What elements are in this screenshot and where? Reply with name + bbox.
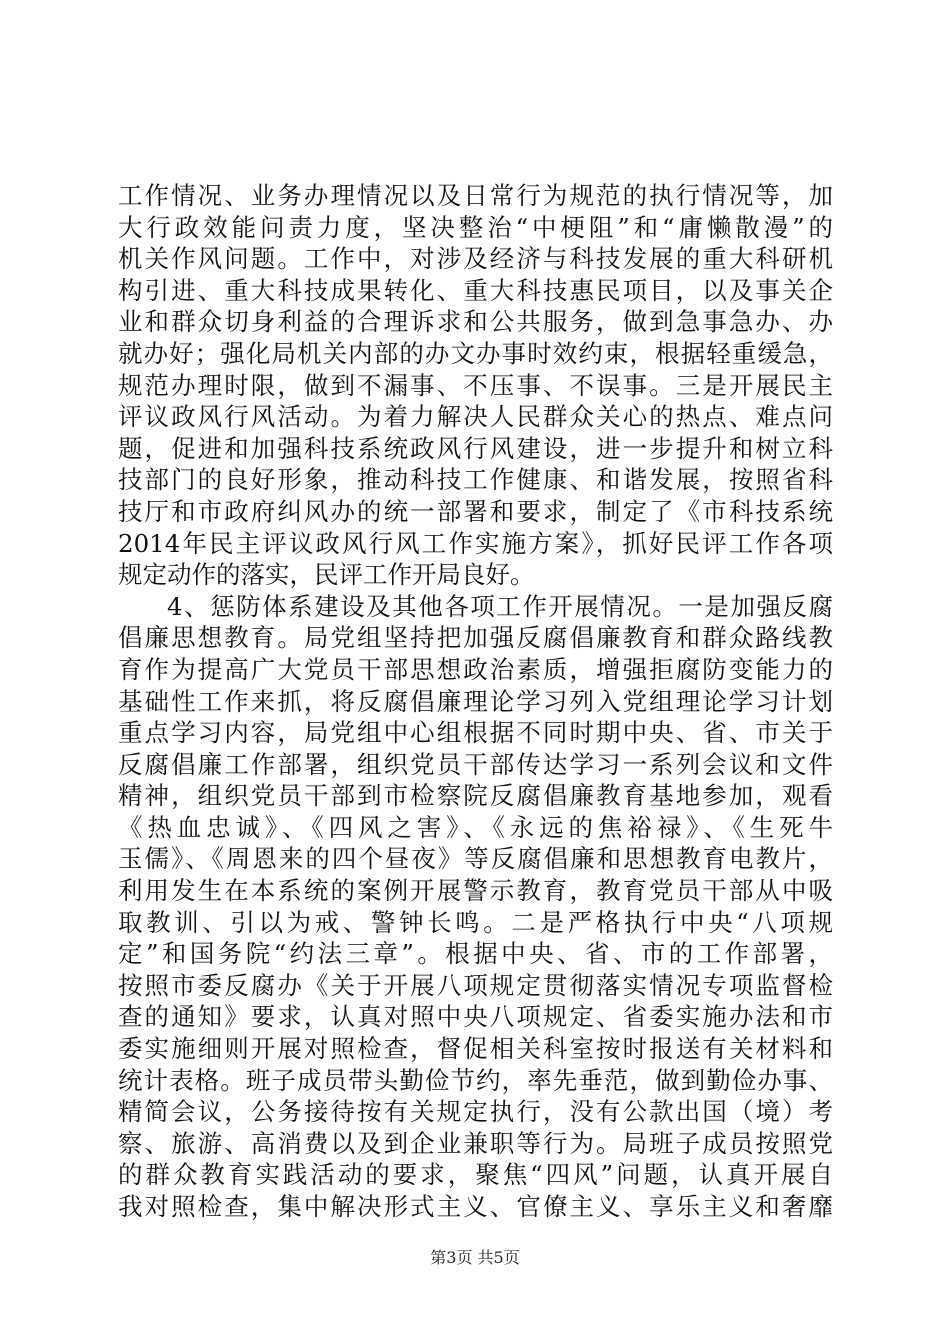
text-line: 的群众教育实践活动的要求，聚焦“四风”问题，认真开展自 xyxy=(118,1160,833,1190)
text-line: 反腐倡廉工作部署，组织党员干部传达学习一系列会议和文件 xyxy=(118,749,833,779)
text-line: 育作为提高广大党员干部思想政治素质，增强拒腐防变能力的 xyxy=(118,654,833,684)
text-line: 察、旅游、高消费以及到企业兼职等行为。局班子成员按照党 xyxy=(118,1128,833,1158)
text-line: 技部门的良好形象，推动科技工作健康、和谐发展，按照省科 xyxy=(118,465,833,495)
text-line: 2014年民主评议政风行风工作实施方案》，抓好民评工作各项 xyxy=(118,528,833,558)
text-line: 精简会议，公务接待按有关规定执行，没有公款出国（境）考 xyxy=(118,1097,833,1127)
text-line: 玉儒》、《周恩来的四个昼夜》等反腐倡廉和思想教育电教片， xyxy=(118,844,833,874)
text-line: 大行政效能问责力度，坚决整治“中梗阻”和“庸懒散漫”的 xyxy=(118,212,833,242)
text-line: 精神，组织党员干部到市检察院反腐倡廉教育基地参加，观看 xyxy=(118,781,833,811)
text-line: 定”和国务院“约法三章”。根据中央、省、市的工作部署， xyxy=(118,939,833,969)
text-line: 就办好；强化局机关内部的办文办事时效约束，根据轻重缓急， xyxy=(118,338,833,368)
text-line: 《热血忠诚》、《四风之害》、《永远的焦裕禄》、《生死牛 xyxy=(118,812,833,842)
text-line: 基础性工作来抓，将反腐倡廉理论学习列入党组理论学习计划 xyxy=(118,686,833,716)
text-line: 按照市委反腐办《关于开展八项规定贯彻落实情况专项监督检 xyxy=(118,970,833,1000)
text-line: 机关作风问题。工作中，对涉及经济与科技发展的重大科研机 xyxy=(118,244,833,274)
text-line: 题，促进和加强科技系统政风行风建设，进一步提升和树立科 xyxy=(118,433,833,463)
body-text xyxy=(118,180,833,1223)
text-line: 构引进、重大科技成果转化、重大科技惠民项目，以及事关企 xyxy=(118,275,833,305)
text-line: 技厅和市政府纠风办的统一部署和要求，制定了《市科技系统 xyxy=(118,496,833,526)
text-line: 规范办理时限，做到不漏事、不压事、不误事。三是开展民主 xyxy=(118,370,833,400)
text-line: 取教训、引以为戒、警钟长鸣。二是严格执行中央“八项规 xyxy=(118,907,833,937)
text-line: 重点学习内容，局党组中心组根据不同时期中央、省、市关于 xyxy=(118,718,833,748)
text-line: 评议政风行风活动。为着力解决人民群众关心的热点、难点问 xyxy=(118,402,833,432)
text-line: 我对照检查，集中解决形式主义、官僚主义、享乐主义和奢靡 xyxy=(118,1192,833,1221)
text-line: 利用发生在本系统的案例开展警示教育，教育党员干部从中吸 xyxy=(118,876,833,906)
text-line: 工作情况、业务办理情况以及日常行为规范的执行情况等，加 xyxy=(118,181,833,210)
page-number-footer: 第3页 共5页 xyxy=(430,1248,520,1267)
text-line: 查的通知》要求，认真对照中央八项规定、省委实施办法和市 xyxy=(118,1002,833,1032)
paragraph-start-line: 4、惩防体系建设及其他各项工作开展情况。一是加强反腐 xyxy=(167,591,833,621)
text-line: 倡廉思想教育。局党组坚持把加强反腐倡廉教育和群众路线教 xyxy=(118,623,833,653)
text-line: 规定动作的落实，民评工作开局良好。 xyxy=(118,560,535,590)
text-line: 委实施细则开展对照检查，督促相关科室按时报送有关材料和 xyxy=(118,1034,833,1064)
text-line: 业和群众切身利益的合理诉求和公共服务，做到急事急办、办 xyxy=(118,307,833,337)
text-line: 统计表格。班子成员带头勤俭节约，率先垂范，做到勤俭办事、 xyxy=(118,1065,833,1095)
